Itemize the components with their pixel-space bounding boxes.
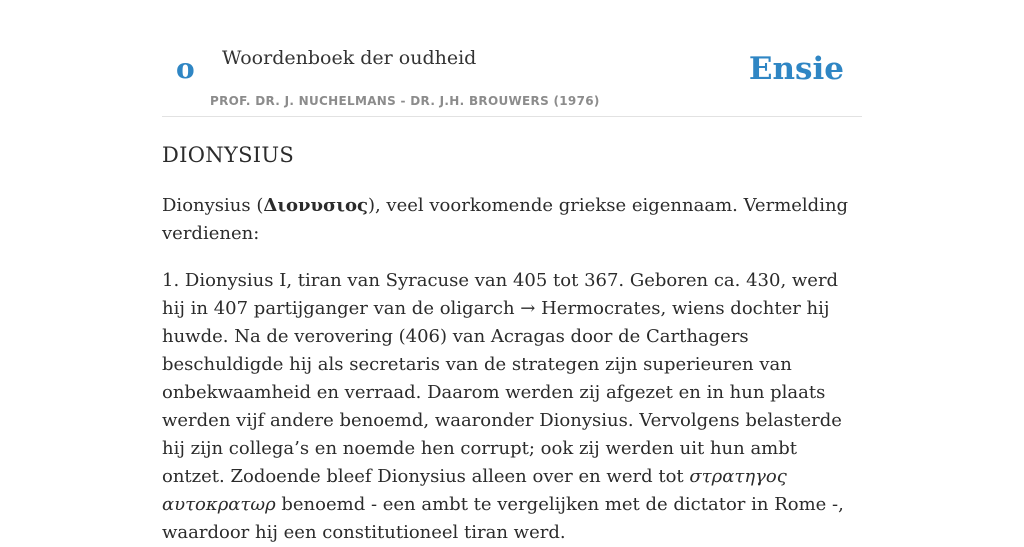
item1-text-part2: benoemd - een ambt te vergelijken met de dictator in Rome -, waardoor hij een constitutioneel tiran werd.: [162, 494, 844, 543]
entry-title: DIONYSIUS: [162, 143, 295, 167]
site-header: [162, 0, 862, 117]
entry-item-1-paragraph: [162, 267, 862, 547]
entry-intro-paragraph: [162, 192, 862, 248]
intro-greek-name: Διονυσιος: [263, 195, 368, 216]
brand-logo[interactable]: Ensie: [748, 51, 844, 87]
intro-text-after: ), veel voorkomende griekse eigennaam. Vermelding verdienen:: [162, 195, 849, 244]
section-letter[interactable]: o: [176, 52, 195, 85]
intro-text-before: Dionysius (: [162, 195, 264, 216]
book-authors: PROF. DR. J. NUCHELMANS - DR. J.H. BROUWERS (1976): [210, 94, 600, 108]
book-title[interactable]: Woordenboek der oudheid: [222, 47, 477, 69]
item1-greek-term: στρατηγος αυτοκρατωρ: [162, 466, 787, 515]
entry-content: [162, 138, 862, 547]
item1-text-part1: 1. Dionysius I, tiran van Syracuse van 405 tot 367. Geboren ca. 430, werd hij in 407 partijganger van de oligarch → Hermocrates, wiens dochter hij huwde. Na de verovering (406) van Acragas door de Carthagers beschuldigde hij als secretaris van de strategen zijn superieuren van onbekwaamheid en verraad. Daarom werden zij afgezet en in hun plaats werden vijf andere benoemd, waaronder Dionysius. Vervolgens belasterde hij zijn collega’s en noemde hen corrupt; ook zij werden uit hun ambt ontzet. Zodoende bleef Dionysius alleen over en werd tot: [162, 270, 842, 487]
